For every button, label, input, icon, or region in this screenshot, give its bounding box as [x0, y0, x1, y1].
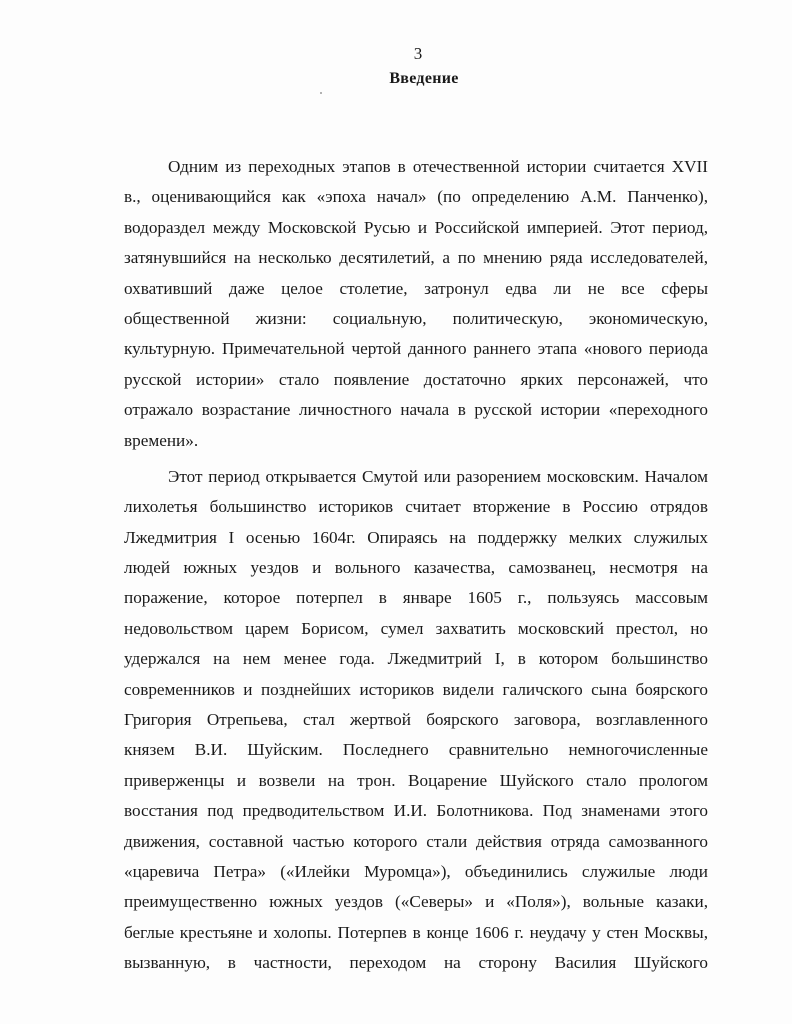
text-line: Одним из переходных этапов в отечественной истории считается XVII — [168, 157, 708, 176]
text-line: беглые крестьяне и холопы. Потерпев в конце 1606 г. неудачу у стен Москвы, — [124, 922, 708, 942]
text-line: Лжедмитрия I осенью 1604г. Опираясь на поддержку мелких служилых — [124, 527, 708, 547]
text-line: водораздел между Московской Русью и Российской империей. Этот период, — [124, 217, 708, 237]
section-heading: Введение — [389, 70, 459, 87]
text-line: недовольством царем Борисом, сумел захватить московский престол, но — [124, 618, 708, 638]
text-line: культурную. Примечательной чертой данного раннего этапа «нового периода — [124, 339, 708, 359]
text-line: удержался на нем менее года. Лжедмитрий I, в котором большинство — [124, 649, 708, 669]
text-line: поражение, которое потерпел в январе 1605 г., пользуясь массовым — [124, 588, 708, 608]
text-line: русской истории» стало появление достаточно ярких персонажей, что — [124, 369, 708, 389]
text-line: охвативший даже целое столетие, затронул едва ли не все сферы — [124, 278, 708, 298]
text-line: времени». — [124, 430, 199, 450]
text-line: в., оценивающийся как «эпоха начал» (по определению А.М. Панченко), — [124, 187, 708, 207]
text-line: движения, составной частью которого стали действия отряда самозванного — [124, 831, 708, 851]
text-line: князем В.И. Шуйским. Последнего сравнительно немногочисленные — [124, 740, 708, 760]
text-line: отражало возрастание личностного начала в русской истории «переходного — [124, 400, 708, 420]
body-text — [124, 152, 708, 979]
paragraph — [124, 462, 708, 979]
scan-speck — [320, 92, 322, 94]
text-line: восстания под предводительством И.И. Болотникова. Под знаменами этого — [124, 801, 708, 821]
text-line: преимущественно южных уездов («Северы» и «Поля»), вольные казаки, — [124, 892, 708, 912]
text-line: приверженцы и возвели на трон. Воцарение Шуйского стало прологом — [124, 770, 708, 790]
text-line: затянувшийся на несколько десятилетий, а по мнению ряда исследователей, — [124, 248, 708, 268]
page-number: 3 — [413, 44, 423, 63]
text-line: современников и позднейших историков видели галичского сына боярского — [124, 679, 708, 699]
text-line: общественной жизни: социальную, политическую, экономическую, — [124, 308, 708, 328]
text-line: «царевича Петра» («Илейки Муромца»), объединились служилые люди — [124, 861, 708, 881]
text-line: вызванную, в частности, переходом на сторону Василия Шуйского — [124, 953, 708, 973]
text-line: людей южных уездов и вольного казачества, самозванец, несмотря на — [124, 558, 708, 578]
text-line: Этот период открывается Смутой или разорением московским. Началом — [168, 466, 708, 486]
text-line: лихолетья большинство историков считает вторжение в Россию отрядов — [124, 497, 708, 517]
paragraph — [124, 152, 708, 456]
text-line: Григория Отрепьева, стал жертвой боярского заговора, возглавленного — [124, 710, 708, 730]
